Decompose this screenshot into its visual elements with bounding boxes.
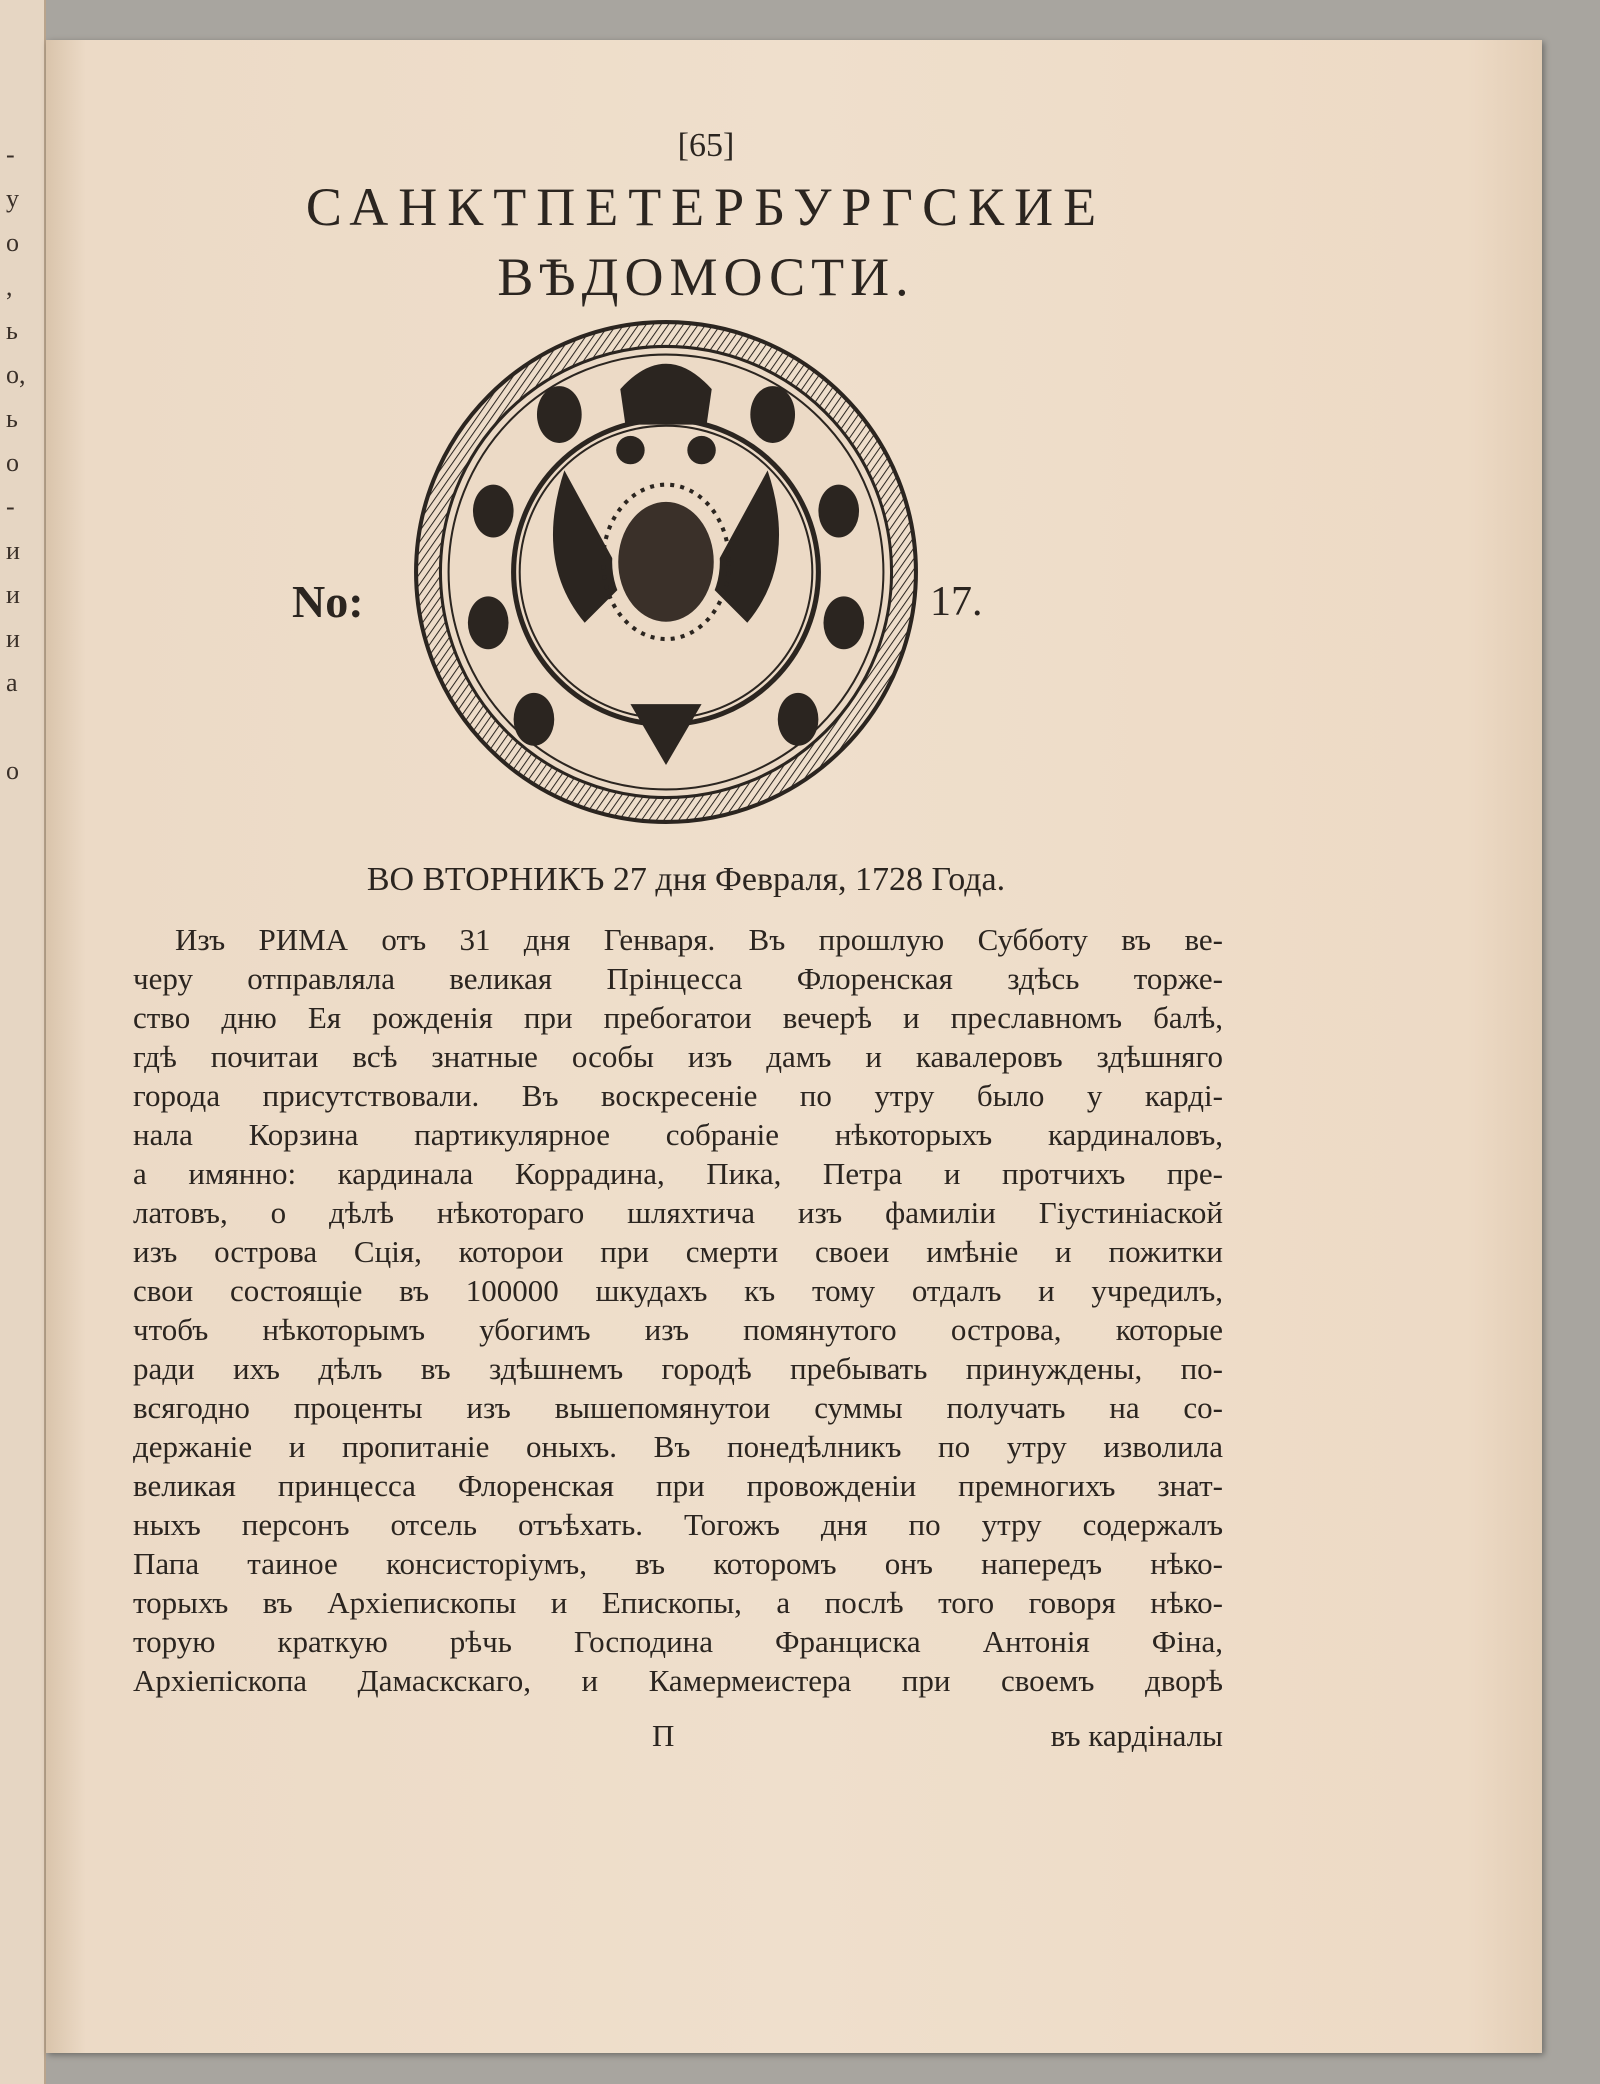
previous-page-fragment: а xyxy=(6,668,18,697)
previous-page-fragment: о xyxy=(6,448,19,477)
text-line: а имянно: кардинала Коррадина, Пика, Петра и протчихъ пре- xyxy=(133,1156,1223,1191)
issue-number: 17. xyxy=(930,579,983,625)
previous-page-fragment: у xyxy=(6,184,19,213)
text-line: гдѣ почитаи всѣ знатные особы изъ дамъ и кавалеровъ здѣшняго xyxy=(133,1039,1223,1074)
issue-label: No: xyxy=(292,576,364,627)
newspaper-title-line2: ВѢДОМОСТИ. xyxy=(497,247,915,307)
text-line: черу отправляла великая Прiнцесса Флоренская здѣсь торже- xyxy=(133,961,1223,996)
text-line: торыхъ въ Архiепископы и Епископы, а послѣ того говоря нѣко- xyxy=(133,1585,1223,1620)
newspaper-page xyxy=(46,40,1542,2053)
text-line: ныхъ персонъ отсель отъѣхать. Тогожъ дня по утру содержалъ xyxy=(133,1507,1223,1542)
text-line: города присутствовали. Въ воскресенiе по утру было у кардi- xyxy=(133,1078,1223,1113)
signature-mark: П xyxy=(652,1718,675,1753)
previous-page-fragment: , xyxy=(6,272,13,301)
text-line: свои состоящiе въ 100000 шкудахъ къ тому отдалъ и учредилъ, xyxy=(133,1273,1223,1308)
previous-page-fragment: ь xyxy=(6,316,18,345)
date-line: ВО ВТОРНИКЪ 27 дня Февраля, 1728 Года. xyxy=(366,861,1006,898)
previous-page-fragment: - xyxy=(6,492,15,521)
text-line: держанiе и пропитанiе оныхъ. Въ понедѣлникъ по утру изволила xyxy=(133,1429,1223,1464)
catchword: въ кардiналы xyxy=(1050,1718,1223,1753)
previous-page-fragment: - xyxy=(6,140,15,169)
previous-page-fragment: и xyxy=(6,580,20,609)
previous-page-fragment: и xyxy=(6,536,20,565)
text-line: Папа таиное консисторiумъ, въ которомъ онъ напередъ нѣко- xyxy=(133,1546,1223,1581)
newspaper-title: САНКТПЕТЕРБУРГСКИЕ xyxy=(305,177,1107,237)
text-line: Архiепiскопа Дамаскскаго, и Камермеистера при своемъ дворѣ xyxy=(133,1663,1223,1698)
previous-page-fragment: о, xyxy=(6,360,26,389)
article-body xyxy=(133,920,1223,1700)
text-line: ради ихъ дѣлъ въ здѣшнемъ городѣ пребывать принуждены, по- xyxy=(133,1351,1223,1386)
text-line: торую краткую рѣчь Господина Франциска Антонiя Фiна, xyxy=(133,1624,1223,1659)
previous-page-fragment: и xyxy=(6,624,20,653)
text-line: нала Корзина партикулярное собранiе нѣкоторыхъ кардиналовъ, xyxy=(133,1117,1223,1152)
text-line: великая принцесса Флоренская при провожденiи премногихъ знат- xyxy=(133,1468,1223,1503)
page-number: [65] xyxy=(677,127,735,164)
imperial-seal-emblem xyxy=(412,318,920,826)
previous-page-fragment: о xyxy=(6,756,19,785)
text-line: латовъ, о дѣлѣ нѣкотораго шляхтича изъ фамилiи Гiустинiаской xyxy=(133,1195,1223,1230)
text-line: ство дню Ея рожденiя при пребогатои вечерѣ и преславномъ балѣ, xyxy=(133,1000,1223,1035)
previous-page-edge xyxy=(0,0,46,2084)
text-line: всягодно проценты изъ вышепомянутои суммы получать на со- xyxy=(133,1390,1223,1425)
previous-page-fragment: о xyxy=(6,228,19,257)
text-line: чтобъ нѣкоторымъ убогимъ изъ помянутого острова, которые xyxy=(133,1312,1223,1347)
text-line: Изъ РИМА отъ 31 дня Генваря. Въ прошлую Субботу въ ве- xyxy=(175,922,1223,957)
text-line: изъ острова Сцiя, которои при смерти своеи имѣнiе и пожитки xyxy=(133,1234,1223,1269)
previous-page-fragment: ь xyxy=(6,404,18,433)
